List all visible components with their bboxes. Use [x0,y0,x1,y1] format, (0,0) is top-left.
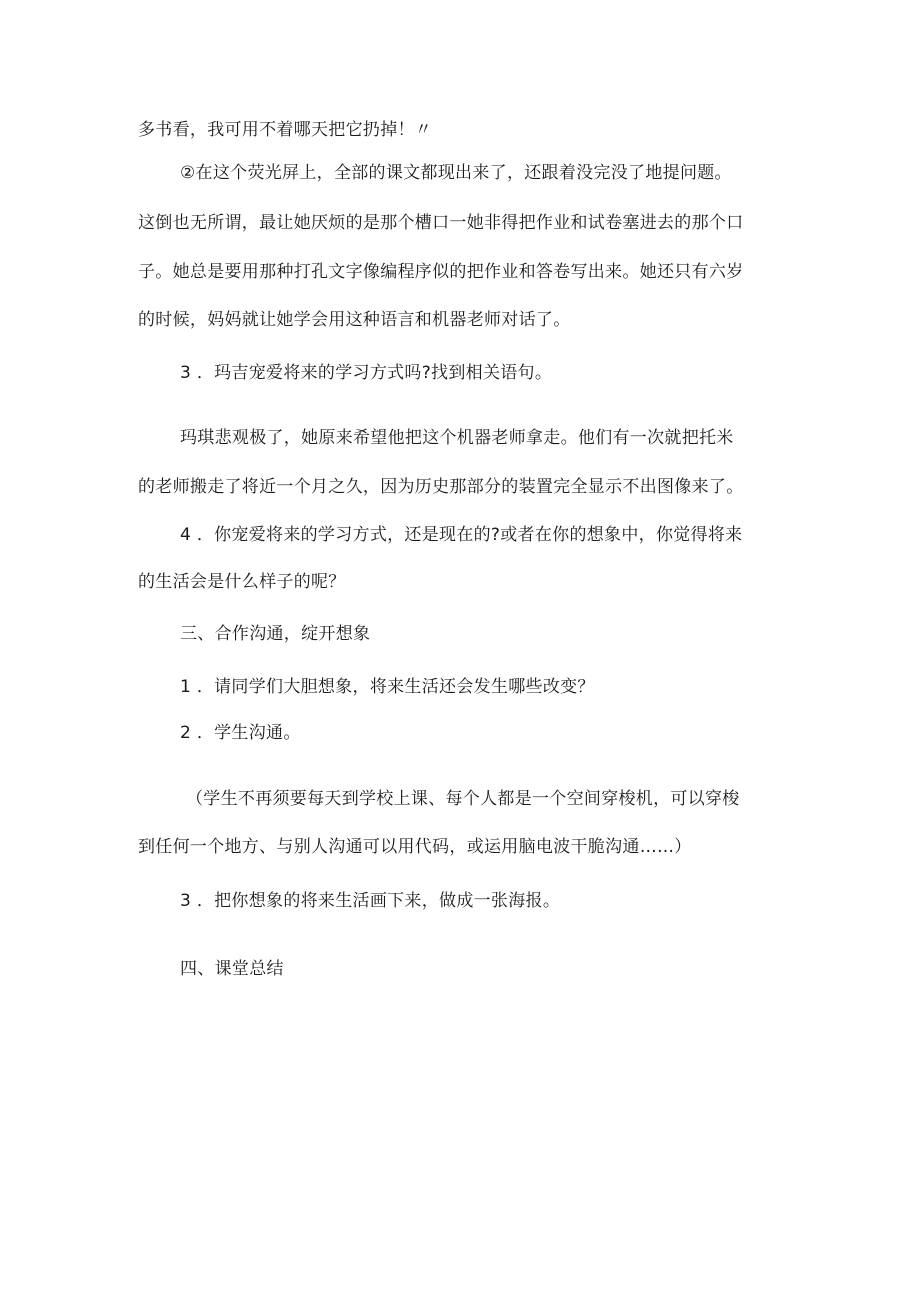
question-4-continued: 的生活会是什么样子的呢？ [138,572,346,592]
paragraph-line: 子。她总是要用那种打孔文字像编程序似的把作业和答卷写出来。她还只有六岁 [138,262,744,282]
list-item-2: 2 ．学生沟通。 [180,723,301,743]
question-3: 3 ．玛吉宠爱将来的学习方式吗?找到相关语句。 [180,363,553,383]
paragraph-line: 的时候，妈妈就让她学会用这种语言和机器老师对话了。 [138,310,571,330]
section-heading-4: 四、课堂总结 [180,959,284,979]
note-line: （学生不再须要每天到学校上课、每个人都是一个空间穿梭机，可以穿梭 [186,789,740,809]
paragraph-line: 的老师搬走了将近一个月之久，因为历史那部分的装置完全显示不出图像来了。 [138,477,744,497]
paragraph-line: ②在这个荧光屏上，全部的课文都现出来了，还跟着没完没了地提问题。 [180,163,732,183]
question-4: 4 ．你宠爱将来的学习方式，还是现在的?或者在你的想象中，你觉得将来 [180,525,743,545]
paragraph-line: 玛琪悲观极了，她原来希望他把这个机器老师拿走。他们有一次就把托米 [180,428,734,448]
list-item-3: 3 ．把你想象的将来生活画下来，做成一张海报。 [180,891,561,911]
section-heading-3: 三、合作沟通，绽开想象 [180,624,371,644]
paragraph-line: 这倒也无所谓，最让她厌烦的是那个槽口一她非得把作业和试卷塞进去的那个口 [138,213,744,233]
note-line: 到任何一个地方、与别人沟通可以用代码，或运用脑电波干脆沟通……） [138,837,692,857]
paragraph-line: 多书看，我可用不着哪天把它扔掉！〃 [138,120,433,140]
list-item-1: 1 ．请同学们大胆想象，将来生活还会发生哪些改变？ [180,677,595,697]
